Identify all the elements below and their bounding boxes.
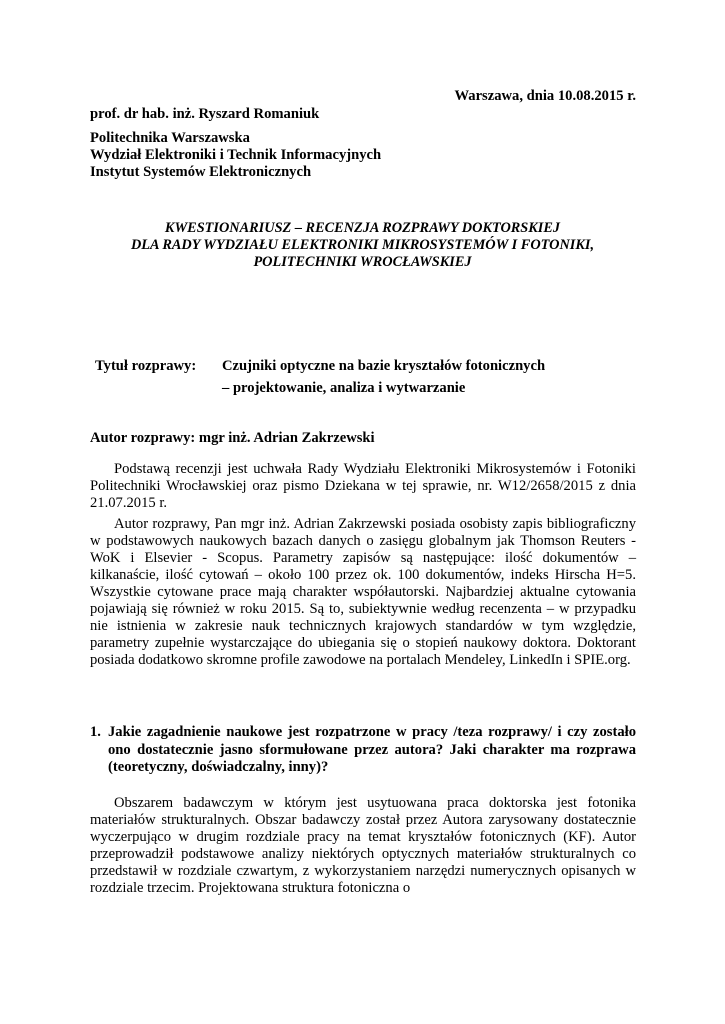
thesis-title-label: Tytuł rozprawy: (95, 358, 197, 374)
question-1-text: Jakie zagadnienie naukowe jest rozpatrzone w pracy /teza rozprawy/ i czy zostało ono dostatecznie jasno sformułowane przez autora? Jaki charakter ma rozprawa (teoretyczny, doświadczalny, inny)? (108, 724, 636, 775)
answer-1-text: Obszarem badawczym w którym jest usytuowana praca doktorska jest fotonika materiałów strukturalnych. Obszar badawczy został przez Autora zarysowany dostatecznie wyczerpująco w drugim rozdziale pracy na temat kryształów fotonicznych (KF). Autor przeprowadził podstawowe analizy niektórych optycznych materiałów strukturalnych co przedstawił w rozdziale czwartym, z wykorzystaniem narzędzi numerycznych opisanych w rozdziale trzecim. Projektowana struktura fotoniczna o (90, 795, 636, 896)
heading-line-2: DLA RADY WYDZIAŁU ELEKTRONIKI MIKROSYSTEMÓW I FOTONIKI, (130, 237, 595, 253)
paragraph-basis-text: Podstawą recenzji jest uchwała Rady Wydziału Elektroniki Mikrosystemów i Fotoniki Politechniki Wrocławskiej oraz pismo Dziekana w tej sprawie, nr. W12/2658/2015 z dnia 21.07.2015 r. (90, 461, 636, 511)
heading-line-1: KWESTIONARIUSZ – RECENZJA ROZPRAWY DOKTORSKIEJ (164, 220, 561, 236)
thesis-title-line-2: – projektowanie, analiza i wytwarzanie (222, 380, 466, 396)
letter-date: Warszawa, dnia 10.08.2015 r. (454, 88, 636, 104)
answer-1 (90, 795, 636, 897)
thesis-author (90, 430, 375, 447)
thesis-author-name: mgr inż. Adrian Zakrzewski (198, 430, 375, 446)
question-1 (90, 724, 636, 777)
thesis-title-line-1: Czujniki optyczne na bazie kryształów fotonicznych (222, 358, 546, 374)
paragraph-bibliography-text: Autor rozprawy, Pan mgr inż. Adrian Zakrzewski posiada osobisty zapis bibliograficzny w podstawowych naukowych bazach danych o zasięgu globalnym jak Thomson Reuters - WoK i Elsevier - Scopus. Parametry zapisów są następujące: ilość dokumentów – kilkanaście, ilość cytowań – około 100 przez ok. 100 dokumentów, indeks Hirscha H=5. Wszystkie cytowane prace mają charakter współautorski. Najbardziej aktualne cytowania pojawiają się również w roku 2015. Są to, subiektywnie według recenzenta – w przypadku nie istnienia w zakresie nauk technicznych krajowych standardów w tym względzie, parametry zupełnie wystarczające do ubiegania się o stopień naukowy doktora. Doktorant posiada dodatkowo skromne profile zawodowe na portalach Mendeley, LinkedIn i SPIE.org. (90, 516, 636, 668)
affiliation-university: Politechnika Warszawska (90, 130, 250, 146)
document-heading (80, 220, 645, 271)
affiliation-institute: Instytut Systemów Elektronicznych (90, 164, 312, 180)
question-1-number: 1. (90, 724, 101, 740)
thesis-author-label: Autor rozprawy: (90, 430, 196, 446)
reviewer-name: prof. dr hab. inż. Ryszard Romaniuk (90, 106, 320, 122)
heading-line-3: POLITECHNIKI WROCŁAWSKIEJ (253, 254, 472, 270)
affiliation-faculty: Wydział Elektroniki i Technik Informacyjnych (90, 147, 382, 163)
reviewer-affiliation (90, 130, 381, 181)
paragraph-basis (90, 461, 636, 512)
paragraph-bibliography (90, 516, 636, 669)
